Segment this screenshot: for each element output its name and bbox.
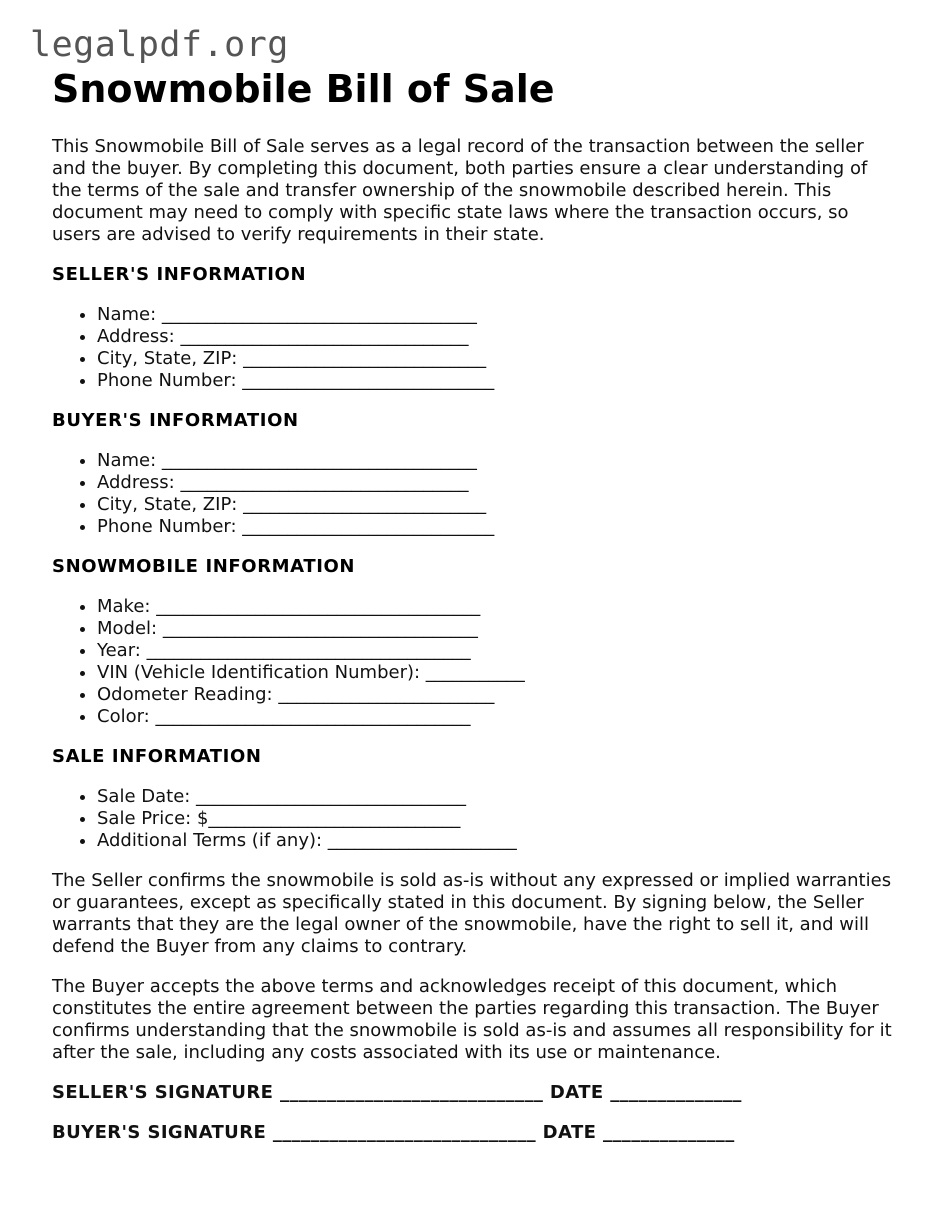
seller-address-field: • Address: ________________________________ [97,326,892,348]
odometer-field: • Odometer Reading: ________________________ [97,684,892,706]
sale-price-field: • Sale Price: $____________________________ [97,808,892,830]
sale-info-heading: SALE INFORMATION [52,746,262,767]
buyer-city-state-zip-field: • City, State, ZIP: ___________________________ [97,494,892,516]
intro-paragraph: This Snowmobile Bill of Sale serves as a legal record of the transaction between the seller and the buyer. By completing this document, both parties ensure a clear understanding of the terms of the sale and transfer ownership of the snowmobile described herein. This document may need to comply with specific state laws where the transaction occurs, so users are advised to verify requirements in their state. [52,136,868,245]
watermark-logo: legalpdf.org [30,25,289,65]
vin-field: • VIN (Vehicle Identification Number): ___________ [97,662,892,684]
sale-info-list [52,786,892,852]
seller-name-field: • Name: ___________________________________ [97,304,892,326]
seller-info-heading: SELLER'S INFORMATION [52,264,307,285]
make-field: • Make: ____________________________________ [97,596,892,618]
document-title: Snowmobile Bill of Sale [52,67,555,111]
seller-city-state-zip-field: • City, State, ZIP: ___________________________ [97,348,892,370]
additional-terms-field: • Additional Terms (if any): _____________________ [97,830,892,852]
buyer-address-field: • Address: ________________________________ [97,472,892,494]
model-field: • Model: ___________________________________ [97,618,892,640]
seller-info-list [52,304,892,392]
seller-signature-line: SELLER'S SIGNATURE ____________________________ DATE ______________ [52,1082,742,1103]
snowmobile-info-heading: SNOWMOBILE INFORMATION [52,556,356,577]
seller-phone-field: • Phone Number: ____________________________ [97,370,892,392]
buyer-info-list [52,450,892,538]
buyer-signature-line: BUYER'S SIGNATURE ____________________________ DATE ______________ [52,1122,735,1143]
seller-confirmation-paragraph: The Seller confirms the snowmobile is sold as-is without any expressed or implied warranties or guarantees, except as specifically stated in this document. By signing below, the Seller warrants that they are the legal owner of the snowmobile, have the right to sell it, and will defend the Buyer from any claims to contrary. [52,870,892,957]
buyer-name-field: • Name: ___________________________________ [97,450,892,472]
document-body [52,66,892,1144]
buyer-acceptance-paragraph: The Buyer accepts the above terms and acknowledges receipt of this document, which constitutes the entire agreement between the parties regarding this transaction. The Buyer confirms understanding that the snowmobile is sold as-is and assumes all responsibility for it after the sale, including any costs associated with its use or maintenance. [52,976,892,1063]
buyer-info-heading: BUYER'S INFORMATION [52,410,299,431]
snowmobile-info-list [52,596,892,728]
sale-date-field: • Sale Date: ______________________________ [97,786,892,808]
buyer-phone-field: • Phone Number: ____________________________ [97,516,892,538]
year-field: • Year: ____________________________________ [97,640,892,662]
color-field: • Color: ___________________________________ [97,706,892,728]
